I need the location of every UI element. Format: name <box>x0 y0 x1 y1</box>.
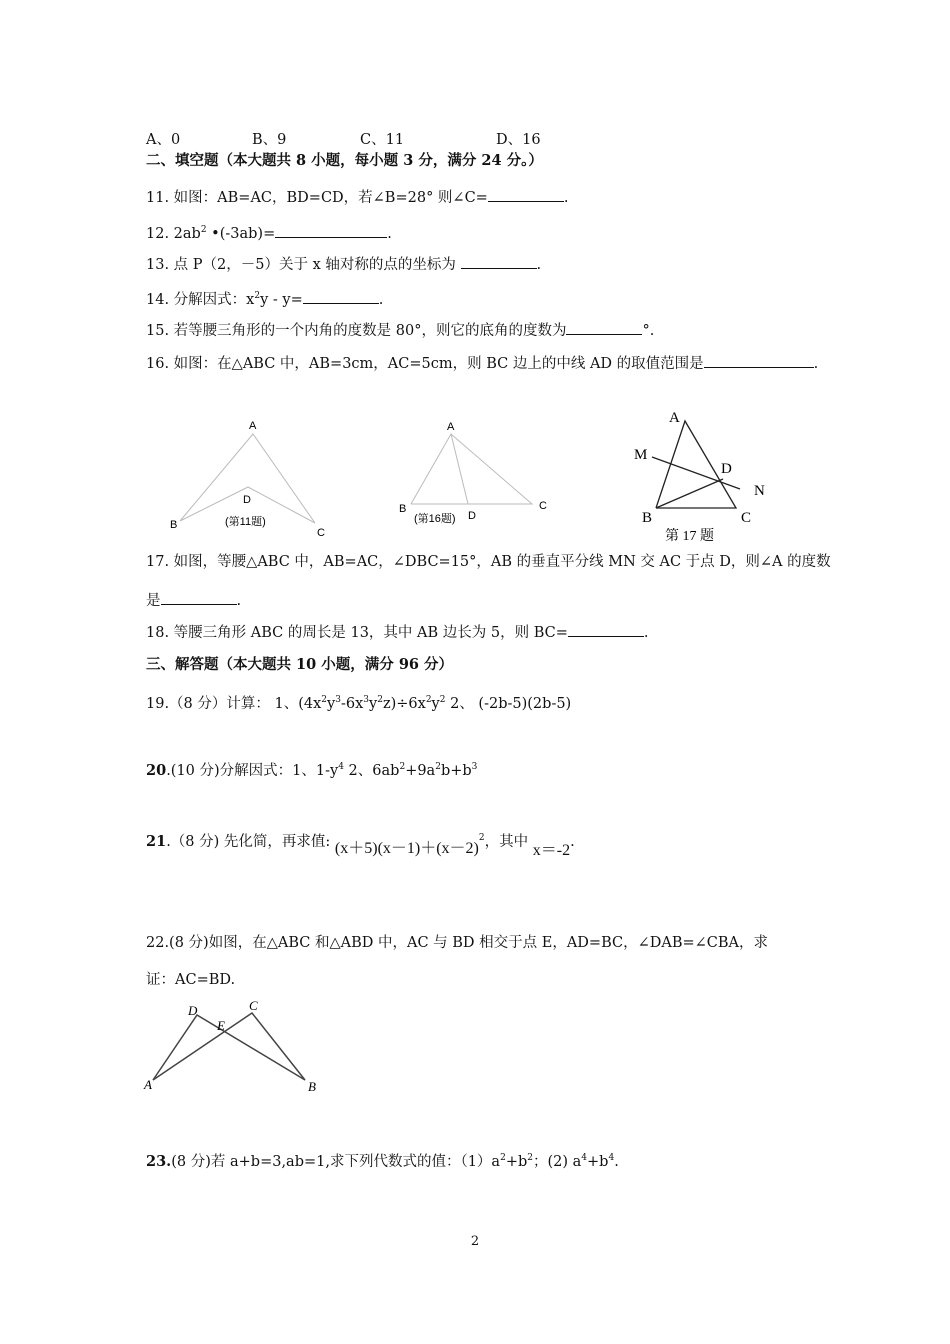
fig22-label-e: E <box>217 1018 225 1033</box>
question-13: 13. 点 P（2，－5）关于 x 轴对称的点的坐标为 . <box>146 254 541 275</box>
question-17-line2: 是 . <box>146 590 241 611</box>
section2-title: 二、填空题（本大题共 8 小题，每小题 3 分，满分 24 分。） <box>146 152 543 169</box>
question-12: 12. $2ab^2$ •(-3ab)= . <box>146 220 392 244</box>
figure-22 <box>140 998 330 1098</box>
choice-c: C、11 <box>360 132 405 148</box>
question-21: 21.（8 分) 先化简，再求值: $(x+5)(x-1)+(x-2)^2$，其中 x＝-2. <box>146 832 575 859</box>
question-19: 19.（8 分）计算： 1、$(4x^2y^3-6x^3y^2z)\div 6x^2y^2$ 2、 (-2b-5)(2b-5) <box>146 695 572 712</box>
fig16-caption: (第16题) <box>414 513 456 525</box>
page-number: 2 <box>470 1234 480 1249</box>
fig11-label-d: D <box>243 494 251 506</box>
fig11-caption: (第11题) <box>225 516 266 528</box>
figure-11 <box>165 414 335 544</box>
fig16-label-c: C <box>539 500 547 512</box>
fig17-label-c: C <box>741 510 752 526</box>
fig16-label-b: B <box>399 503 407 515</box>
choice-d: D、16 <box>496 132 541 148</box>
fig17-label-n: N <box>754 483 765 499</box>
fig17-label-d: D <box>721 461 732 477</box>
question-17-line1: 17. 如图，等腰△ABC 中，AB=AC，∠DBC=15°，AB 的垂直平分线 MN 交 AC 于点 D，则∠A 的度数 <box>146 554 831 570</box>
question-18: 18. 等腰三角形 ABC 的周长是 13，其中 AB 边长为 5，则 BC= . <box>146 622 649 643</box>
fig16-label-d: D <box>468 510 476 522</box>
question-22-line1: 22.(8 分)如图，在△ABC 和△ABD 中，AC 与 BD 相交于点 E，AD=BC，∠DAB=∠CBA，求 <box>146 935 769 951</box>
question-14: 14. 分解因式：$x^2y - y=$ . <box>146 286 383 310</box>
question-15: 15. 若等腰三角形的一个内角的度数是 80°，则它的底角的度数为 °. <box>146 320 654 341</box>
fig17-label-a: A <box>669 410 680 426</box>
fig17-caption: 第 17 题 <box>665 529 714 544</box>
fig22-label-b: B <box>308 1079 316 1094</box>
figure-16 <box>395 418 560 533</box>
question-23: 23.(8 分)若 a+b=3,ab=1,求下列代数式的值：$(1)a^2+b^2$；(2) $a^4+b^4$. <box>146 1152 619 1170</box>
question-11: 11. 如图：AB=AC，BD=CD，若∠B=28° 则∠C= . <box>146 187 568 208</box>
question-16: 16. 如图：在△ABC 中，AB=3cm，AC=5cm，则 BC 边上的中线 AD 的取值范围是 . <box>146 353 818 374</box>
fig11-label-c: C <box>317 527 325 539</box>
question-22-line2: 证：AC=BD. <box>146 972 236 988</box>
fig22-label-a: A <box>144 1077 152 1092</box>
fig22-label-d: D <box>188 1003 198 1018</box>
fig11-label-b: B <box>170 519 178 531</box>
fig16-label-a: A <box>447 421 455 433</box>
fig11-label-a: A <box>249 420 257 432</box>
question-20: 20.(10 分)分解因式：1、$1-y^4$ 2、$6ab^2+9a^2b+b^3$ <box>146 761 478 779</box>
section3-title: 三、解答题（本大题共 10 小题，满分 96 分） <box>146 656 454 673</box>
fig17-label-b: B <box>642 510 653 526</box>
fig22-label-c: C <box>249 998 258 1013</box>
fig17-label-m: M <box>634 447 648 463</box>
choice-a: A、0 <box>146 132 181 148</box>
choice-b: B、9 <box>252 132 287 148</box>
figure-17 <box>628 405 778 547</box>
